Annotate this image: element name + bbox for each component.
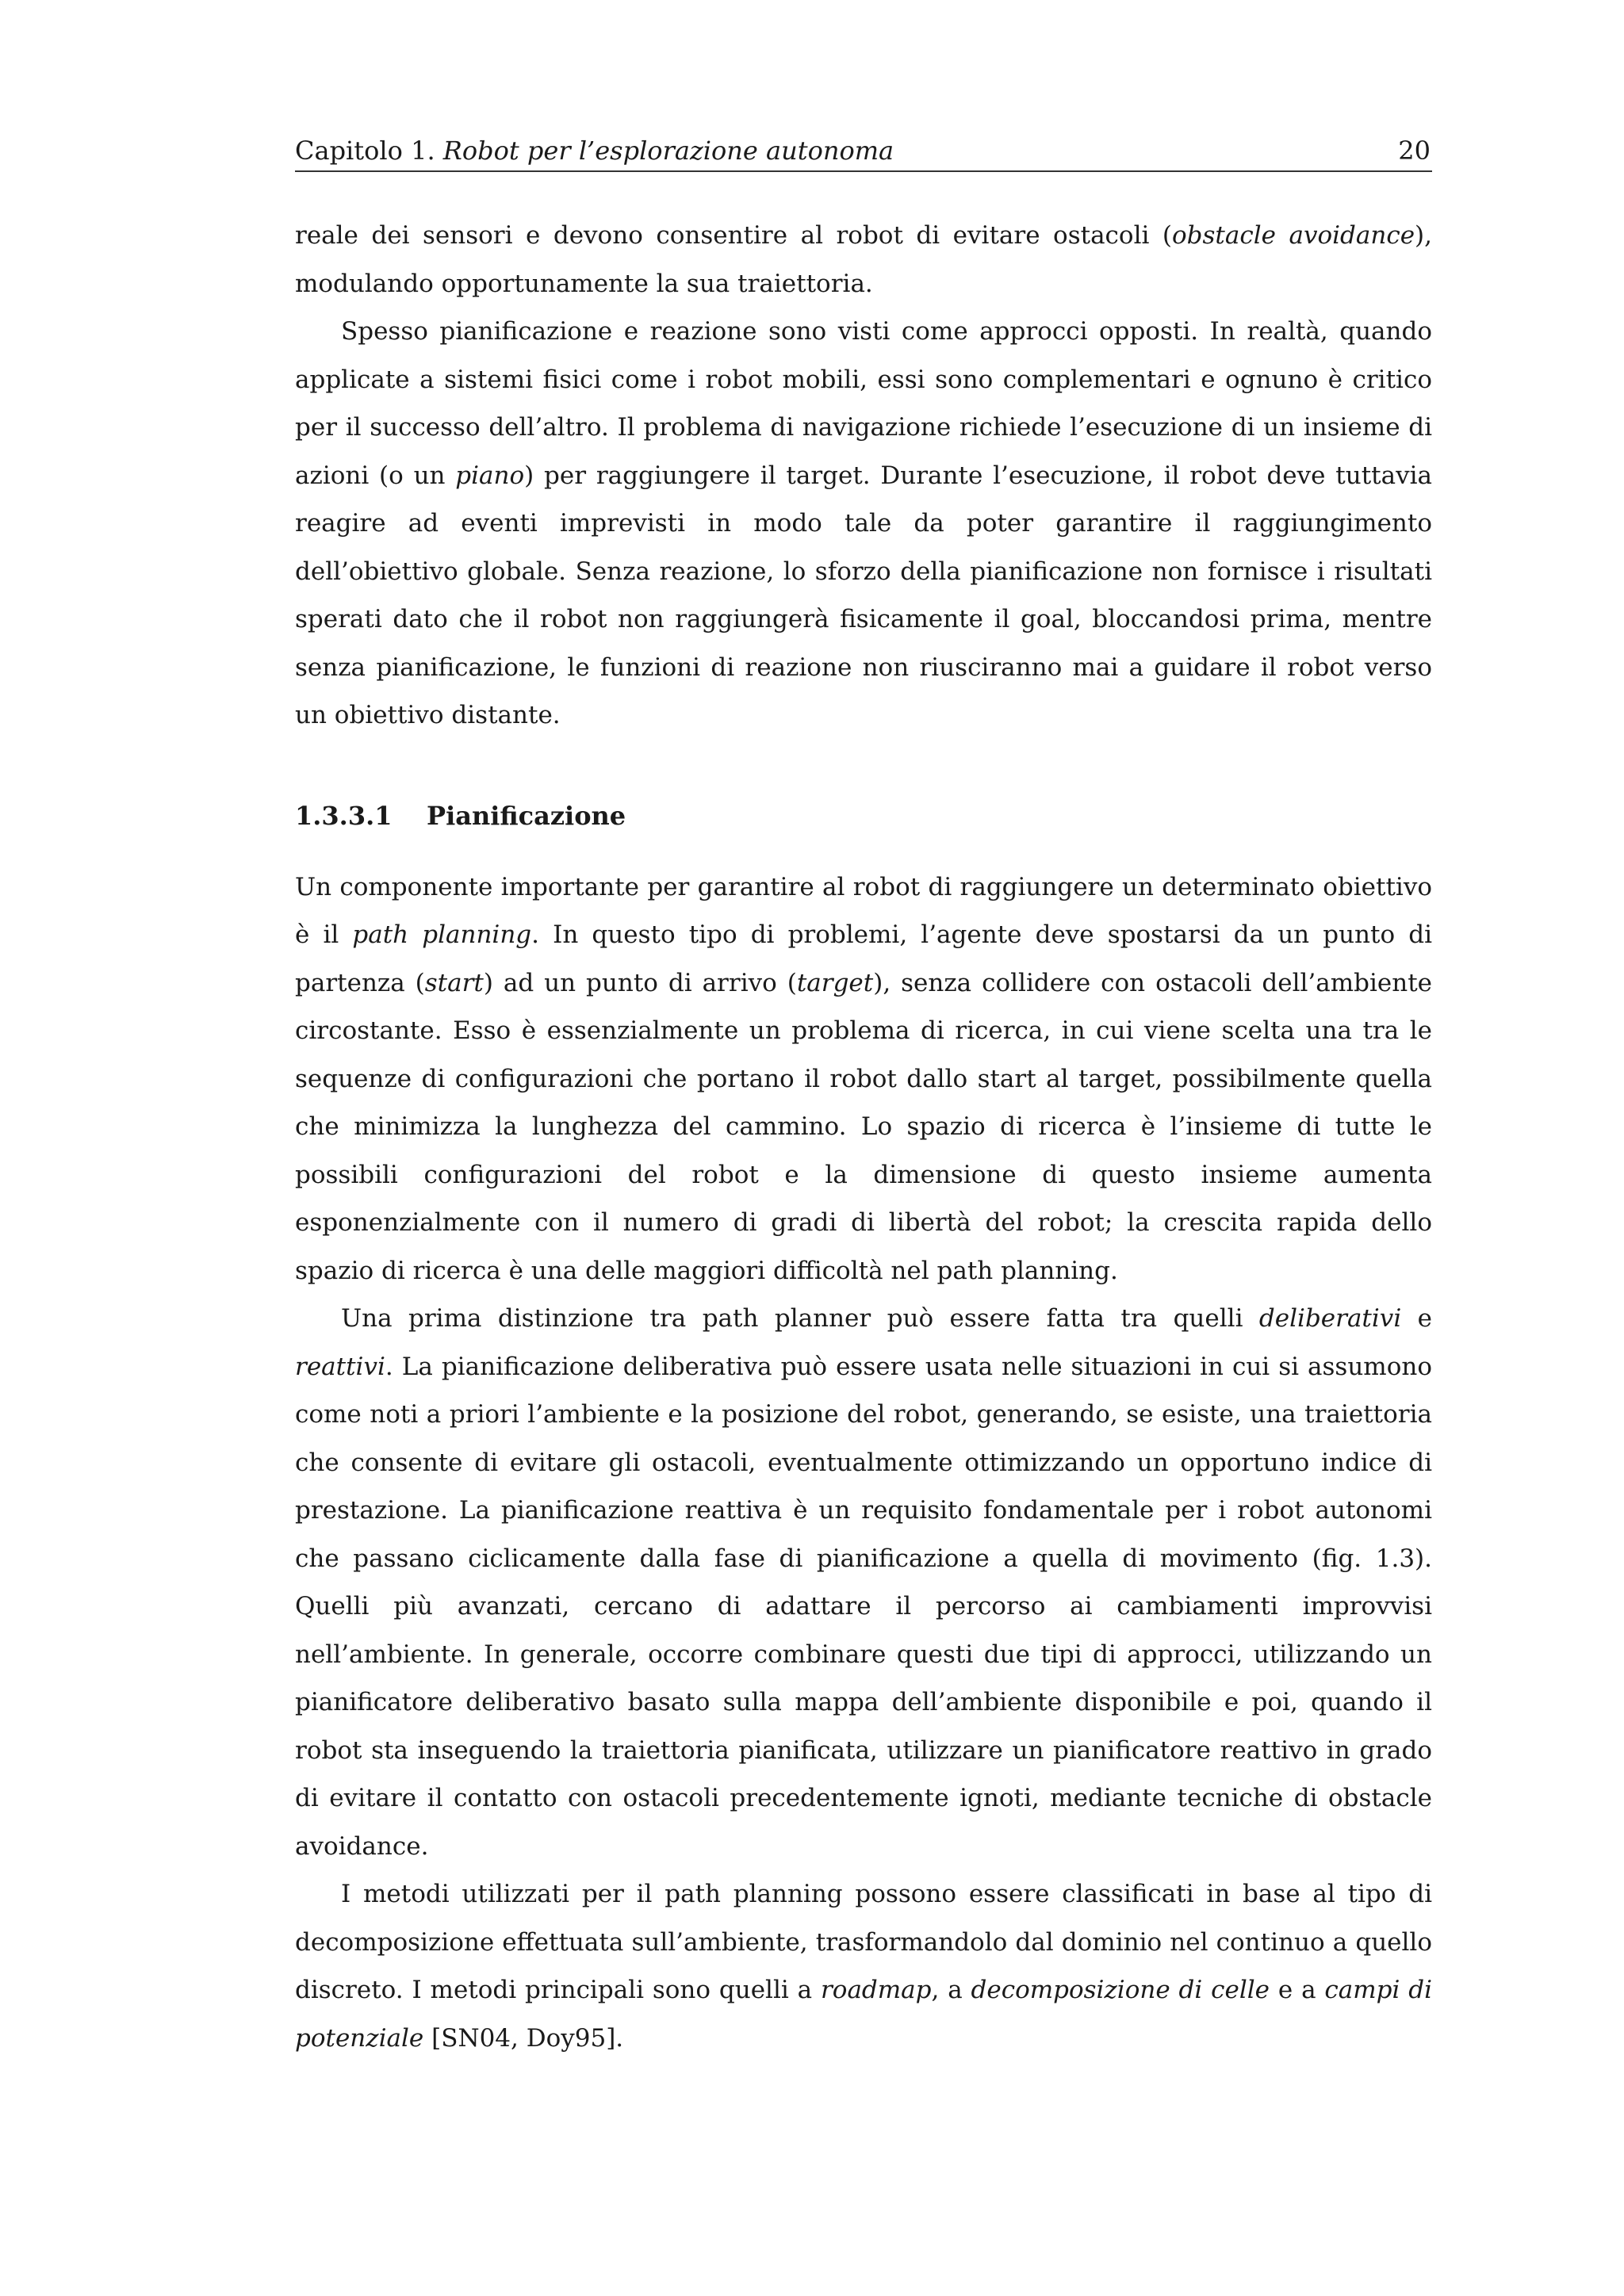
paragraph-text: . La pianificazione deliberativa può essere usata nelle situazioni in cui si assumono come noti a priori l’ambiente e la posizione del robot, generando, se esiste, una traiettoria che consente di evitare gli ostacoli, eventualmente ottimizzando un opportuno indice di prestazione. La pianificazione reattiva è un requisito fondamentale per i robot autonomi che passano ciclicamente dalla fase di pianificazione a quella di movimento (fig. 1.3). Quelli più avanzati, cercano di adattare il percorso ai cambiamenti improvvisi nell’ambiente. In generale, occorre combinare questi due tipi di approcci, utilizzando un pianificatore deliberativo basato sulla mappa dell’ambiente disponibile e poi, quando il robot sta inseguendo la traiettoria pianificata, utilizzare un pianificatore reattivo in grado di evitare il contatto con ostacoli precedentemente ignoti, mediante tecniche di obstacle avoidance. bbox=[295, 1352, 1432, 1861]
paragraphs-before-section bbox=[295, 212, 1432, 740]
emphasized-text: obstacle avoidance bbox=[1172, 221, 1415, 250]
paragraph-text: e bbox=[1401, 1304, 1433, 1333]
chapter-label: Capitolo 1. bbox=[295, 136, 435, 166]
paragraph-text: I metodi utilizzati per il path planning possono essere classificati in base al tipo di decomposizione effettuata sull’ambiente, trasformandolo dal dominio nel continuo a quello discreto. I metodi principali sono quelli a bbox=[295, 1880, 1432, 2004]
emphasized-text: deliberativi bbox=[1258, 1304, 1402, 1333]
paragraph-text: Un componente importante per garantire al robot di raggiungere un determinato obiettivo è il bbox=[295, 872, 1432, 949]
paragraph bbox=[295, 1295, 1432, 1870]
paragraphs-after-section bbox=[295, 863, 1432, 2063]
emphasized-text: start bbox=[424, 968, 484, 997]
emphasized-text: reattivi bbox=[295, 1352, 385, 1381]
emphasized-text: path planning bbox=[352, 920, 532, 949]
paragraph-text: e a bbox=[1270, 1976, 1325, 2004]
paragraph bbox=[295, 212, 1432, 308]
chapter-heading bbox=[295, 131, 894, 170]
emphasized-text: roadmap bbox=[820, 1976, 932, 2004]
emphasized-text: piano bbox=[455, 461, 525, 490]
paragraph-text: , a bbox=[931, 1976, 971, 2004]
paragraph-text: ) ad un punto di arrivo ( bbox=[483, 968, 797, 997]
body-text bbox=[295, 212, 1432, 2062]
paragraph bbox=[295, 308, 1432, 740]
paragraph-text: ), modulando opportunamente la sua traiettoria. bbox=[295, 221, 1432, 298]
paragraph bbox=[295, 1870, 1432, 2062]
paragraph bbox=[295, 863, 1432, 1295]
running-header bbox=[295, 131, 1432, 172]
section-title: Pianificazione bbox=[427, 800, 626, 831]
chapter-title: Robot per l’esplorazione autonoma bbox=[442, 136, 894, 166]
paragraph-text: reale dei sensori e devono consentire al robot di evitare ostacoli ( bbox=[295, 221, 1172, 250]
section-heading bbox=[295, 795, 1432, 836]
paragraph-text: ), senza collidere con ostacoli dell’ambiente circostante. Esso è essenzialmente un problema di ricerca, in cui viene scelta una tra le sequenze di configurazioni che portano il robot dallo start al target, possibilmente quella che minimizza la lunghezza del cammino. Lo spazio di ricerca è l’insieme di tutte le possibili configurazioni del robot e la dimensione di questo insieme aumenta esponenzialmente con il numero di gradi di libertà del robot; la crescita rapida dello spazio di ricerca è una delle maggiori difficoltà nel path planning. bbox=[295, 968, 1433, 1285]
emphasized-text: target bbox=[796, 968, 874, 997]
paragraph-text: Spesso pianificazione e reazione sono visti come approcci opposti. In realtà, quando applicate a sistemi fisici come i robot mobili, essi sono complementari e ognuno è critico per il successo dell’altro. Il problema di navigazione richiede l’esecuzione di un insieme di azioni (o un bbox=[295, 317, 1432, 490]
paragraph-text: ) per raggiungere il target. Durante l’esecuzione, il robot deve tuttavia reagire ad eventi imprevisti in modo tale da poter garantire il raggiungimento dell’obiettivo globale. Senza reazione, lo sforzo della pianificazione non fornisce i risultati sperati dato che il robot non raggiungerà fisicamente il goal, bloccandosi prima, mentre senza pianificazione, le funzioni di reazione non riusciranno mai a guidare il robot verso un obiettivo distante. bbox=[295, 461, 1433, 729]
emphasized-text: campi di potenziale bbox=[295, 1976, 1433, 2053]
page-number: 20 bbox=[1398, 136, 1431, 166]
section-number: 1.3.3.1 bbox=[295, 800, 393, 831]
paragraph-text: [SN04, Doy95]. bbox=[423, 2023, 624, 2053]
paragraph-text: . In questo tipo di problemi, l’agente deve spostarsi da un punto di partenza ( bbox=[295, 920, 1433, 997]
paragraph-text: Una prima distinzione tra path planner può essere fatta tra quelli bbox=[341, 1304, 1259, 1333]
emphasized-text: decomposizione di celle bbox=[971, 1976, 1270, 2004]
